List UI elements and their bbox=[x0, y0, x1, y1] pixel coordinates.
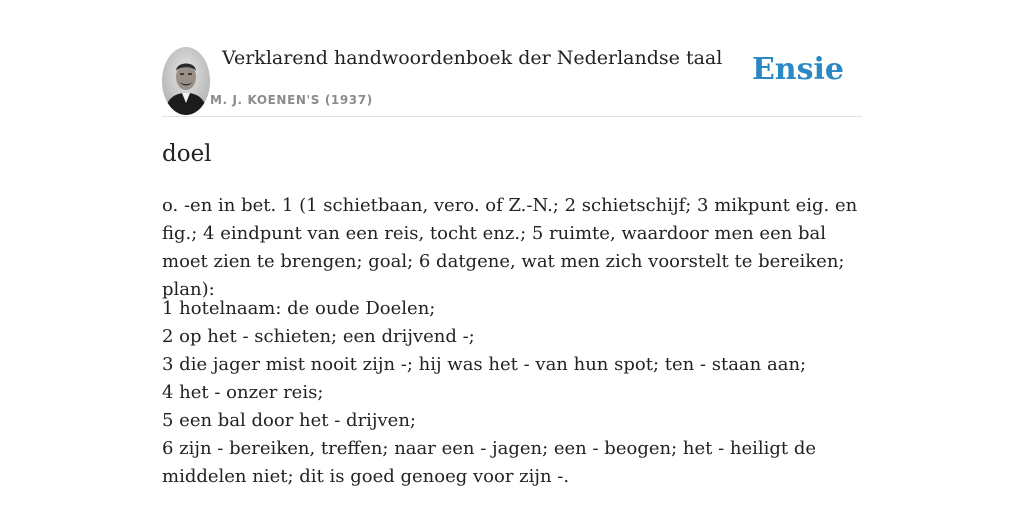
dictionary-title[interactable]: Verklarend handwoordenboek der Nederlandse taal bbox=[222, 47, 723, 69]
header bbox=[162, 0, 862, 117]
sense-item: 2 op het - schieten; een drijvend -; bbox=[162, 326, 475, 347]
definition-text: o. -en in bet. 1 (1 schietbaan, vero. of Z.-N.; 2 schietschijf; 3 mikpunt eig. en fig.; 4 eindpunt van een reis, tocht enz.; 5 ruimte, waardoor men een bal moet zien te brengen; goal; 6 datgene, wat men zich voorstelt te bereiken; plan): bbox=[162, 195, 858, 300]
sense-item: 6 zijn - bereiken, treffen; naar een - jagen; een - beogen; het - heiligt de middelen niet; dit is goed genoeg voor zijn -. bbox=[162, 438, 817, 487]
author-portrait bbox=[162, 47, 210, 115]
sense-item: 4 het - onzer reis; bbox=[162, 382, 324, 403]
senses-list bbox=[162, 295, 862, 491]
dictionary-author: M. J. KOENEN'S (1937) bbox=[210, 93, 373, 107]
sense-item: 5 een bal door het - drijven; bbox=[162, 410, 416, 431]
headword: doel bbox=[162, 141, 212, 167]
sense-item: 3 die jager mist nooit zijn -; hij was het - van hun spot; ten - staan aan; bbox=[162, 354, 807, 375]
page bbox=[162, 0, 862, 512]
sense-item: 1 hotelnaam: de oude Doelen; bbox=[162, 298, 436, 319]
ensie-logo[interactable]: Ensie bbox=[751, 52, 844, 87]
